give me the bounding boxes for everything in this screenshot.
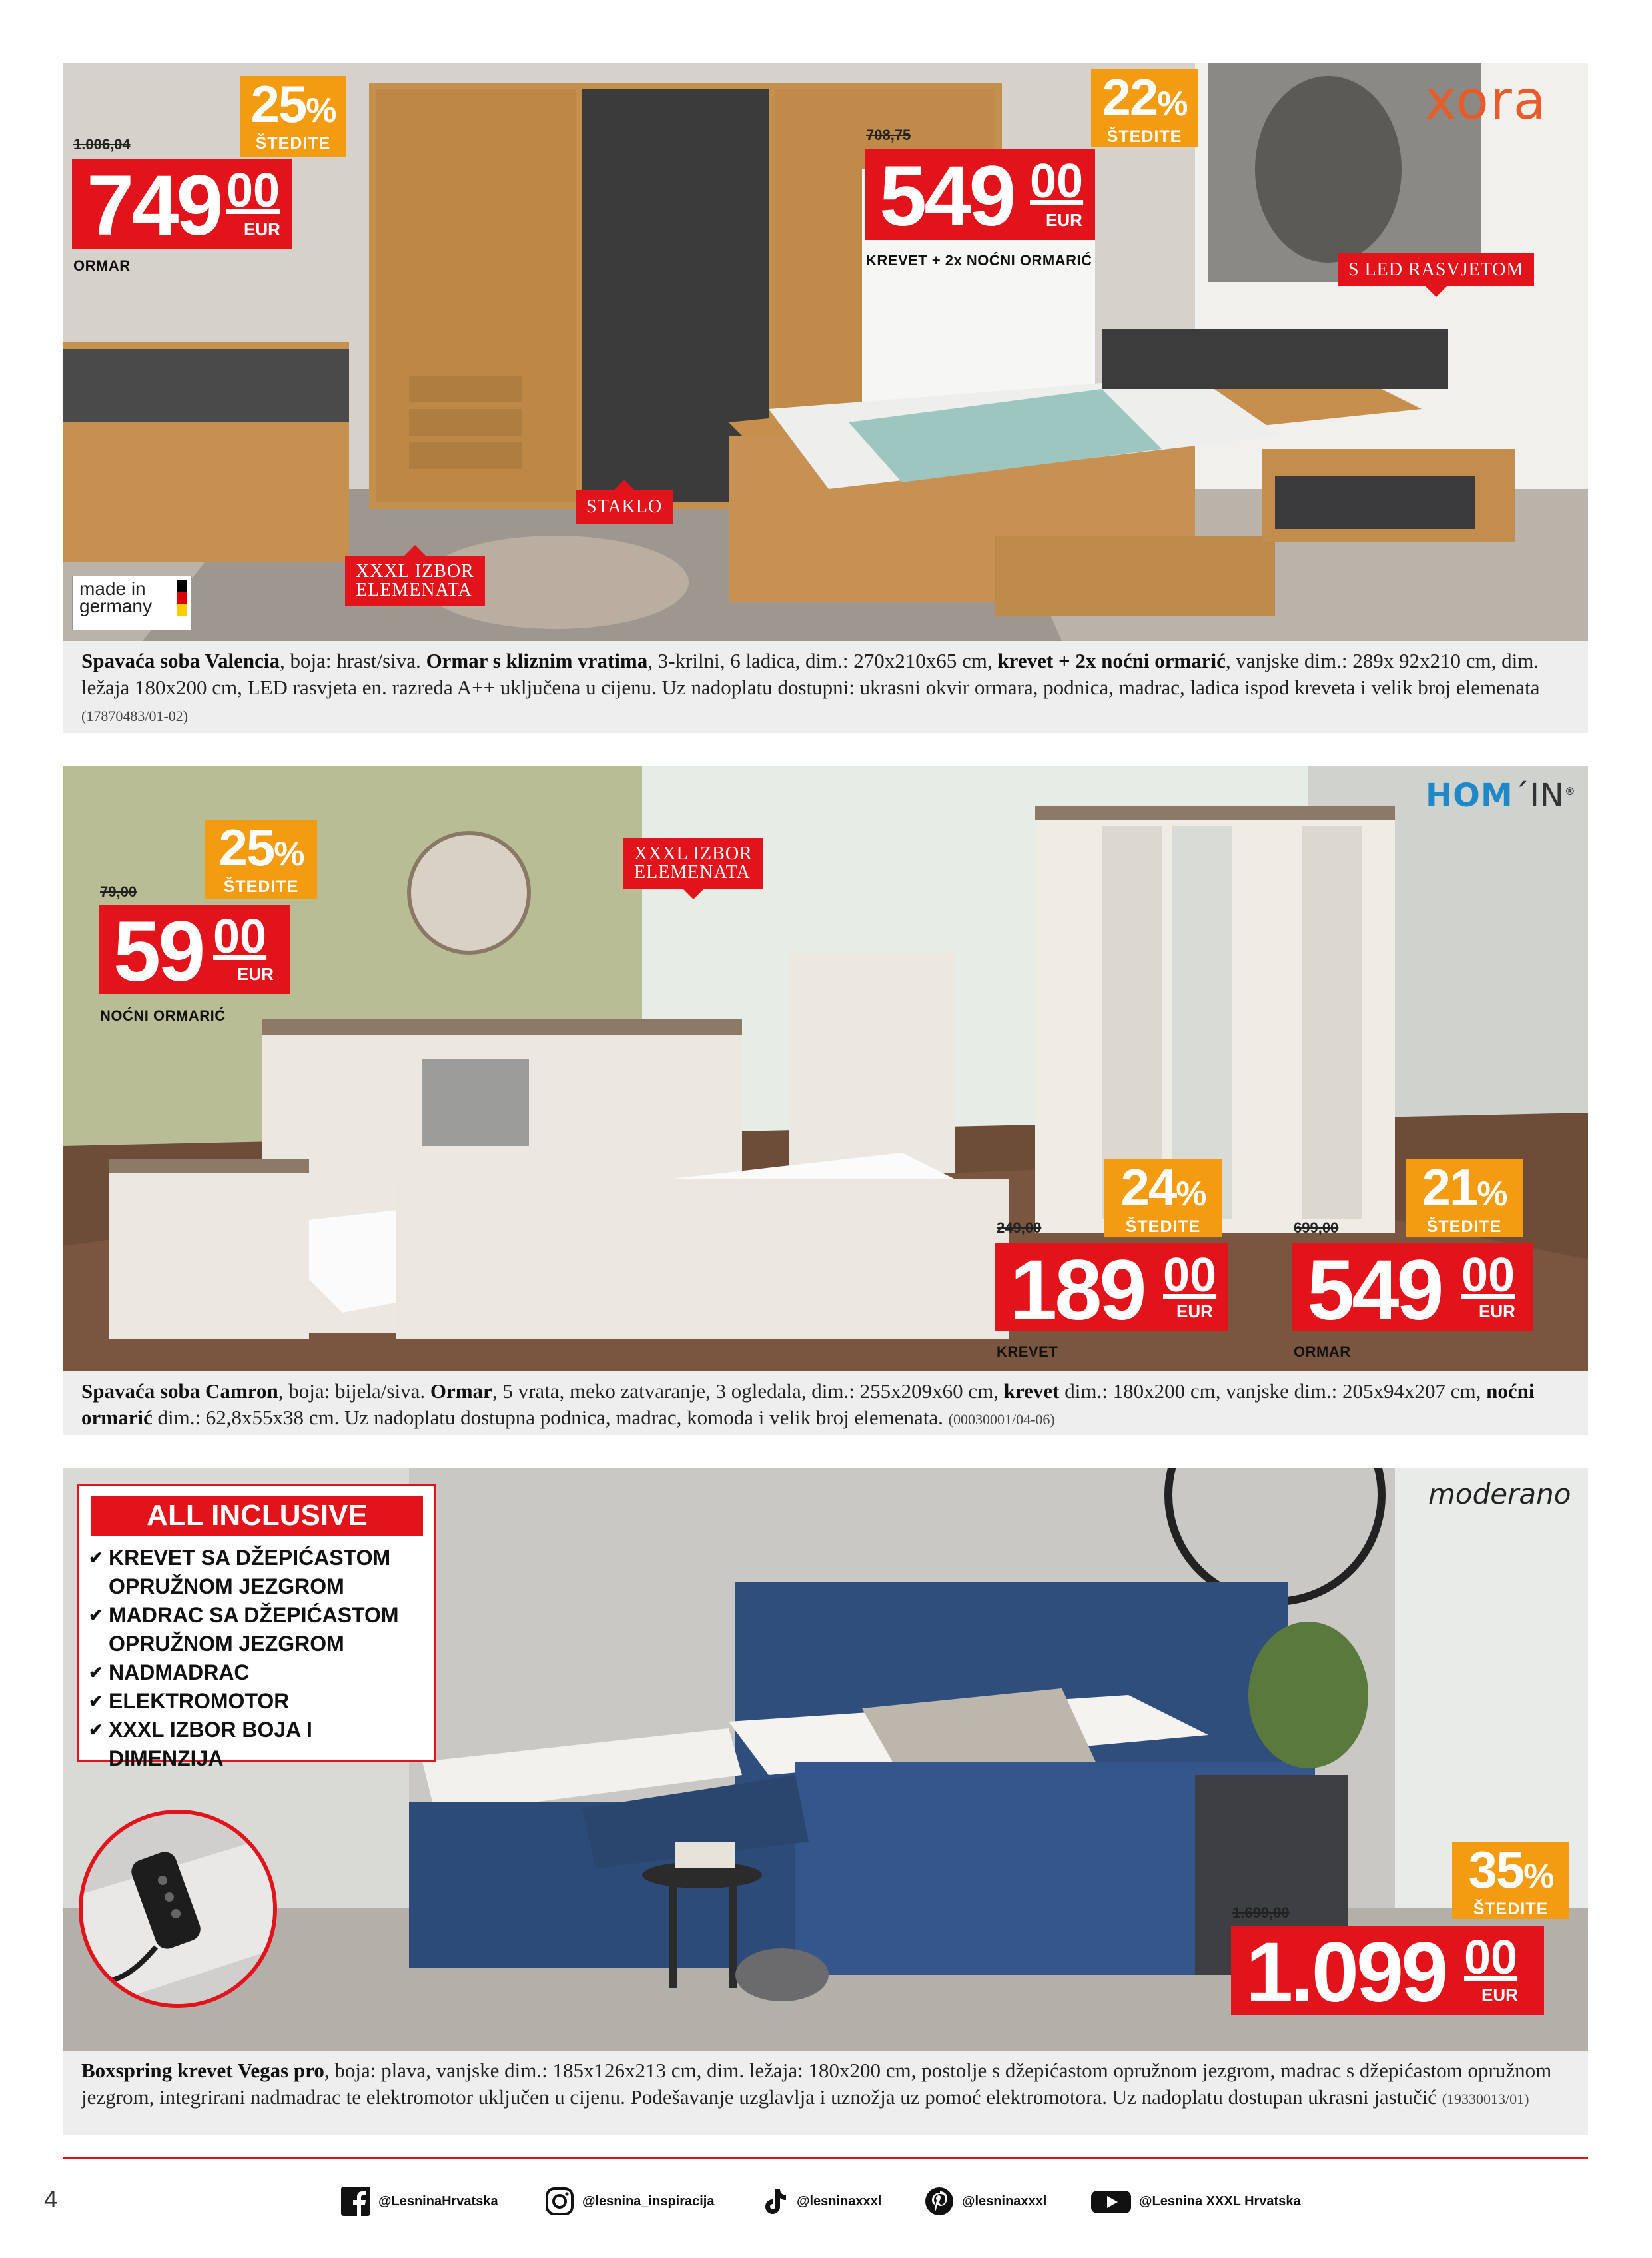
product-label: ORMAR xyxy=(73,257,131,274)
currency: EUR xyxy=(244,219,280,239)
list-item: ✔ XXXL IZBOR BOJA I xyxy=(89,1716,399,1744)
tag-line-1: XXXL IZBOR xyxy=(356,561,474,582)
price-cents: 00 xyxy=(1163,1249,1217,1302)
germany-text: germany xyxy=(79,596,152,616)
wardrobe-price-badge xyxy=(1290,1159,1583,1366)
product-name: Boxspring krevet Vegas pro xyxy=(81,2059,324,2082)
remote-control-detail xyxy=(79,1810,277,2008)
old-price: 708,75 xyxy=(866,127,911,143)
boxspring-price-badge xyxy=(1219,1842,1588,2048)
product-name: Spavaća soba Camron xyxy=(81,1379,278,1403)
price-tag xyxy=(1231,1925,1544,2020)
camron-section xyxy=(63,766,1588,1435)
footer-divider xyxy=(63,2157,1588,2159)
xora-logo: xora xyxy=(1425,69,1547,131)
old-price: 1.006,04 xyxy=(73,136,131,153)
article-code: (19330013/01) xyxy=(1442,2091,1529,2107)
remote-control-icon xyxy=(83,1814,277,2008)
product-name: Spavaća soba Valencia xyxy=(81,649,280,672)
desc-text: , boja: plava, vanjske dim.: 185x126x213 cm, dim. ležaja: 180x200 cm, postolje s džepićastom opružnom jezgrom, madrac s džepićastom opružnom jezgrom, integrirani nadmadrac te elektromotor uključen u cijenu. Podešavanje uzglavlja i uznožja uz pomoć elektromotora. Uz nadoplatu dostupan ukrasni jastučić xyxy=(81,2059,1552,2109)
tag-line-2: ELEMENATA xyxy=(356,580,472,600)
product-label: KREVET + 2x NOĆNI ORMARIĆ xyxy=(866,252,1092,269)
list-item: DIMENZIJA xyxy=(109,1746,224,1770)
price-main: 59 xyxy=(113,904,203,999)
all-inclusive-box xyxy=(77,1484,436,1770)
discount-badge xyxy=(240,76,346,157)
xxxl-selection-tag xyxy=(345,556,485,606)
desc-text: , vanjske dim.: 289x 92x210 cm, dim. ležaja 180x200 cm, LED rasvjeta en. razreda A++ uključena u cijenu. Uz nadoplatu dostupni: ukrasni okvir ormara, podnica, madrac, ladica ispod kreveta i velik broj elemenata xyxy=(81,649,1540,699)
discount-value: 35 xyxy=(1468,1840,1524,1899)
social-tiktok[interactable] xyxy=(759,2187,881,2216)
price-tag xyxy=(865,149,1095,244)
discount-value: 25 xyxy=(250,75,306,133)
percent-sign: % xyxy=(1157,85,1187,123)
made-in-text: made in xyxy=(79,578,146,599)
percent-sign: % xyxy=(274,835,304,873)
german-flag-icon xyxy=(177,580,187,616)
all-inclusive-title: ALL INCLUSIVE xyxy=(91,1496,423,1536)
valencia-description xyxy=(63,641,1588,733)
discount-value: 25 xyxy=(218,818,274,877)
wardrobe-price-badge xyxy=(63,63,396,282)
price-main: 549 xyxy=(879,149,1014,244)
old-price: 79,00 xyxy=(100,883,137,900)
desc-bold: Ormar xyxy=(430,1379,492,1403)
tag-line-2: ELEMENATA xyxy=(634,862,751,883)
list-item: OPRUŽNOM JEZGROM xyxy=(109,1574,344,1598)
desc-bold: Ormar s kliznim vratima xyxy=(426,649,648,672)
price-tag xyxy=(995,1243,1228,1338)
discount-value: 24 xyxy=(1120,1158,1176,1217)
list-item: ✔ MADRAC SA DŽEPIĆASTOM xyxy=(89,1601,399,1630)
list-item: ✔ KREVET SA DŽEPIĆASTOM xyxy=(89,1544,399,1572)
camron-description xyxy=(63,1371,1588,1435)
percent-sign: % xyxy=(1477,1175,1507,1213)
discount-value: 22 xyxy=(1102,68,1158,127)
desc-text: , 5 vrata, meko zatvaranje, 3 ogledala, dim.: 255x209x60 cm, xyxy=(492,1379,1004,1403)
save-label: ŠTEDITE xyxy=(255,134,331,153)
discount-badge xyxy=(1406,1159,1523,1237)
vegas-section xyxy=(63,1468,1588,2135)
desc-bold: krevet + 2x noćni ormarić xyxy=(997,649,1226,672)
desc-bold: krevet xyxy=(1003,1379,1060,1403)
instagram-icon xyxy=(545,2187,574,2216)
registered-mark: ® xyxy=(1564,785,1576,798)
desc-text: dim.: 62,8x55x38 cm. Uz nadoplatu dostupna podnica, madrac, komoda i velik broj elemenata. xyxy=(152,1406,949,1429)
save-label: ŠTEDITE xyxy=(1106,127,1182,146)
desc-text: , boja: bijela/siva. xyxy=(278,1379,430,1403)
page-number: 4 xyxy=(44,2185,58,2213)
social-handle: @lesninaxxxl xyxy=(797,2193,882,2209)
list-item: OPRUŽNOM JEZGROM xyxy=(109,1632,344,1656)
old-price: 1.699,00 xyxy=(1232,1904,1290,1921)
led-lighting-tag: S LED RASVJETOM xyxy=(1338,253,1534,286)
discount-badge xyxy=(205,820,317,899)
bed-price-badge xyxy=(993,1159,1286,1366)
save-label: ŠTEDITE xyxy=(1125,1217,1201,1236)
price-tag xyxy=(99,904,290,999)
price-cents: 00 xyxy=(213,910,267,963)
tiktok-icon xyxy=(759,2187,789,2216)
save-label: ŠTEDITE xyxy=(1426,1217,1502,1236)
discount-badge xyxy=(1452,1842,1569,1919)
price-main: 749 xyxy=(87,158,221,253)
pinterest-icon xyxy=(925,2187,954,2216)
made-in-germany-badge xyxy=(72,576,192,630)
brand-part-2: ´IN xyxy=(1513,777,1565,814)
price-main: 549 xyxy=(1307,1243,1442,1338)
price-cents: 00 xyxy=(1464,1931,1518,1984)
desc-text: dim.: 180x200 cm, vanjske dim.: 205x94x207 cm, xyxy=(1059,1379,1487,1403)
desc-bold: noćni ormarić xyxy=(81,1379,1535,1429)
social-youtube[interactable] xyxy=(1091,2187,1301,2216)
percent-sign: % xyxy=(1523,1857,1553,1896)
price-main: 189 xyxy=(1010,1243,1144,1338)
discount-badge xyxy=(1104,1159,1222,1237)
social-pinterest[interactable] xyxy=(925,2187,1046,2216)
social-handle: @lesninaxxxl xyxy=(962,2193,1047,2209)
desc-text: , boja: hrast/siva. xyxy=(280,649,426,672)
currency: EUR xyxy=(237,964,274,984)
discount-value: 21 xyxy=(1422,1158,1477,1217)
save-label: ŠTEDITE xyxy=(1473,1900,1549,1918)
save-label: ŠTEDITE xyxy=(223,877,299,896)
moderano-logo: moderano xyxy=(1428,1478,1571,1510)
social-facebook[interactable] xyxy=(341,2187,498,2216)
vegas-description xyxy=(63,2051,1588,2135)
product-label: NOĆNI ORMARIĆ xyxy=(100,1007,226,1024)
list-item: ✔ NADMADRAC xyxy=(89,1658,399,1687)
feature-list xyxy=(89,1544,399,1773)
brand-part-1: HOM xyxy=(1426,777,1513,814)
facebook-icon xyxy=(341,2187,370,2216)
social-handle: @LesninaHrvatska xyxy=(378,2193,498,2209)
homin-logo xyxy=(1426,777,1576,814)
price-tag xyxy=(72,158,292,253)
currency: EUR xyxy=(1046,210,1082,230)
discount-badge xyxy=(1091,69,1198,147)
percent-sign: % xyxy=(1176,1175,1206,1213)
product-label: KREVET xyxy=(997,1343,1058,1360)
price-cents: 00 xyxy=(1461,1249,1515,1302)
valencia-section xyxy=(63,63,1588,733)
article-code: (00030001/04-06) xyxy=(948,1411,1055,1428)
bed-price-badge xyxy=(862,63,1262,282)
price-cents: 00 xyxy=(1030,155,1084,208)
social-handle: @lesnina_inspiracija xyxy=(582,2193,715,2209)
glass-tag: STAKLO xyxy=(576,490,673,524)
price-main: 1.099 xyxy=(1246,1925,1446,2020)
social-instagram[interactable] xyxy=(545,2187,714,2216)
old-price: 249,00 xyxy=(997,1219,1042,1236)
percent-sign: % xyxy=(306,91,336,130)
social-handle: @Lesnina XXXL Hrvatska xyxy=(1139,2193,1301,2209)
tag-line-1: XXXL IZBOR xyxy=(634,844,753,864)
desc-text: , 3-krilni, 6 ladica, dim.: 270x210x65 cm, xyxy=(647,649,998,672)
xxxl-selection-tag xyxy=(623,838,763,889)
list-item: ✔ ELEKTROMOTOR xyxy=(89,1687,399,1716)
nightstand-price-badge xyxy=(89,820,369,1033)
product-label: ORMAR xyxy=(1294,1343,1351,1360)
currency: EUR xyxy=(1176,1301,1213,1321)
youtube-icon xyxy=(1091,2187,1131,2216)
currency: EUR xyxy=(1481,1985,1518,2005)
article-code: (17870483/01-02) xyxy=(81,708,189,724)
currency: EUR xyxy=(1479,1301,1515,1321)
price-tag xyxy=(1292,1243,1533,1338)
old-price: 699,00 xyxy=(1294,1219,1339,1236)
price-cents: 00 xyxy=(226,164,280,217)
